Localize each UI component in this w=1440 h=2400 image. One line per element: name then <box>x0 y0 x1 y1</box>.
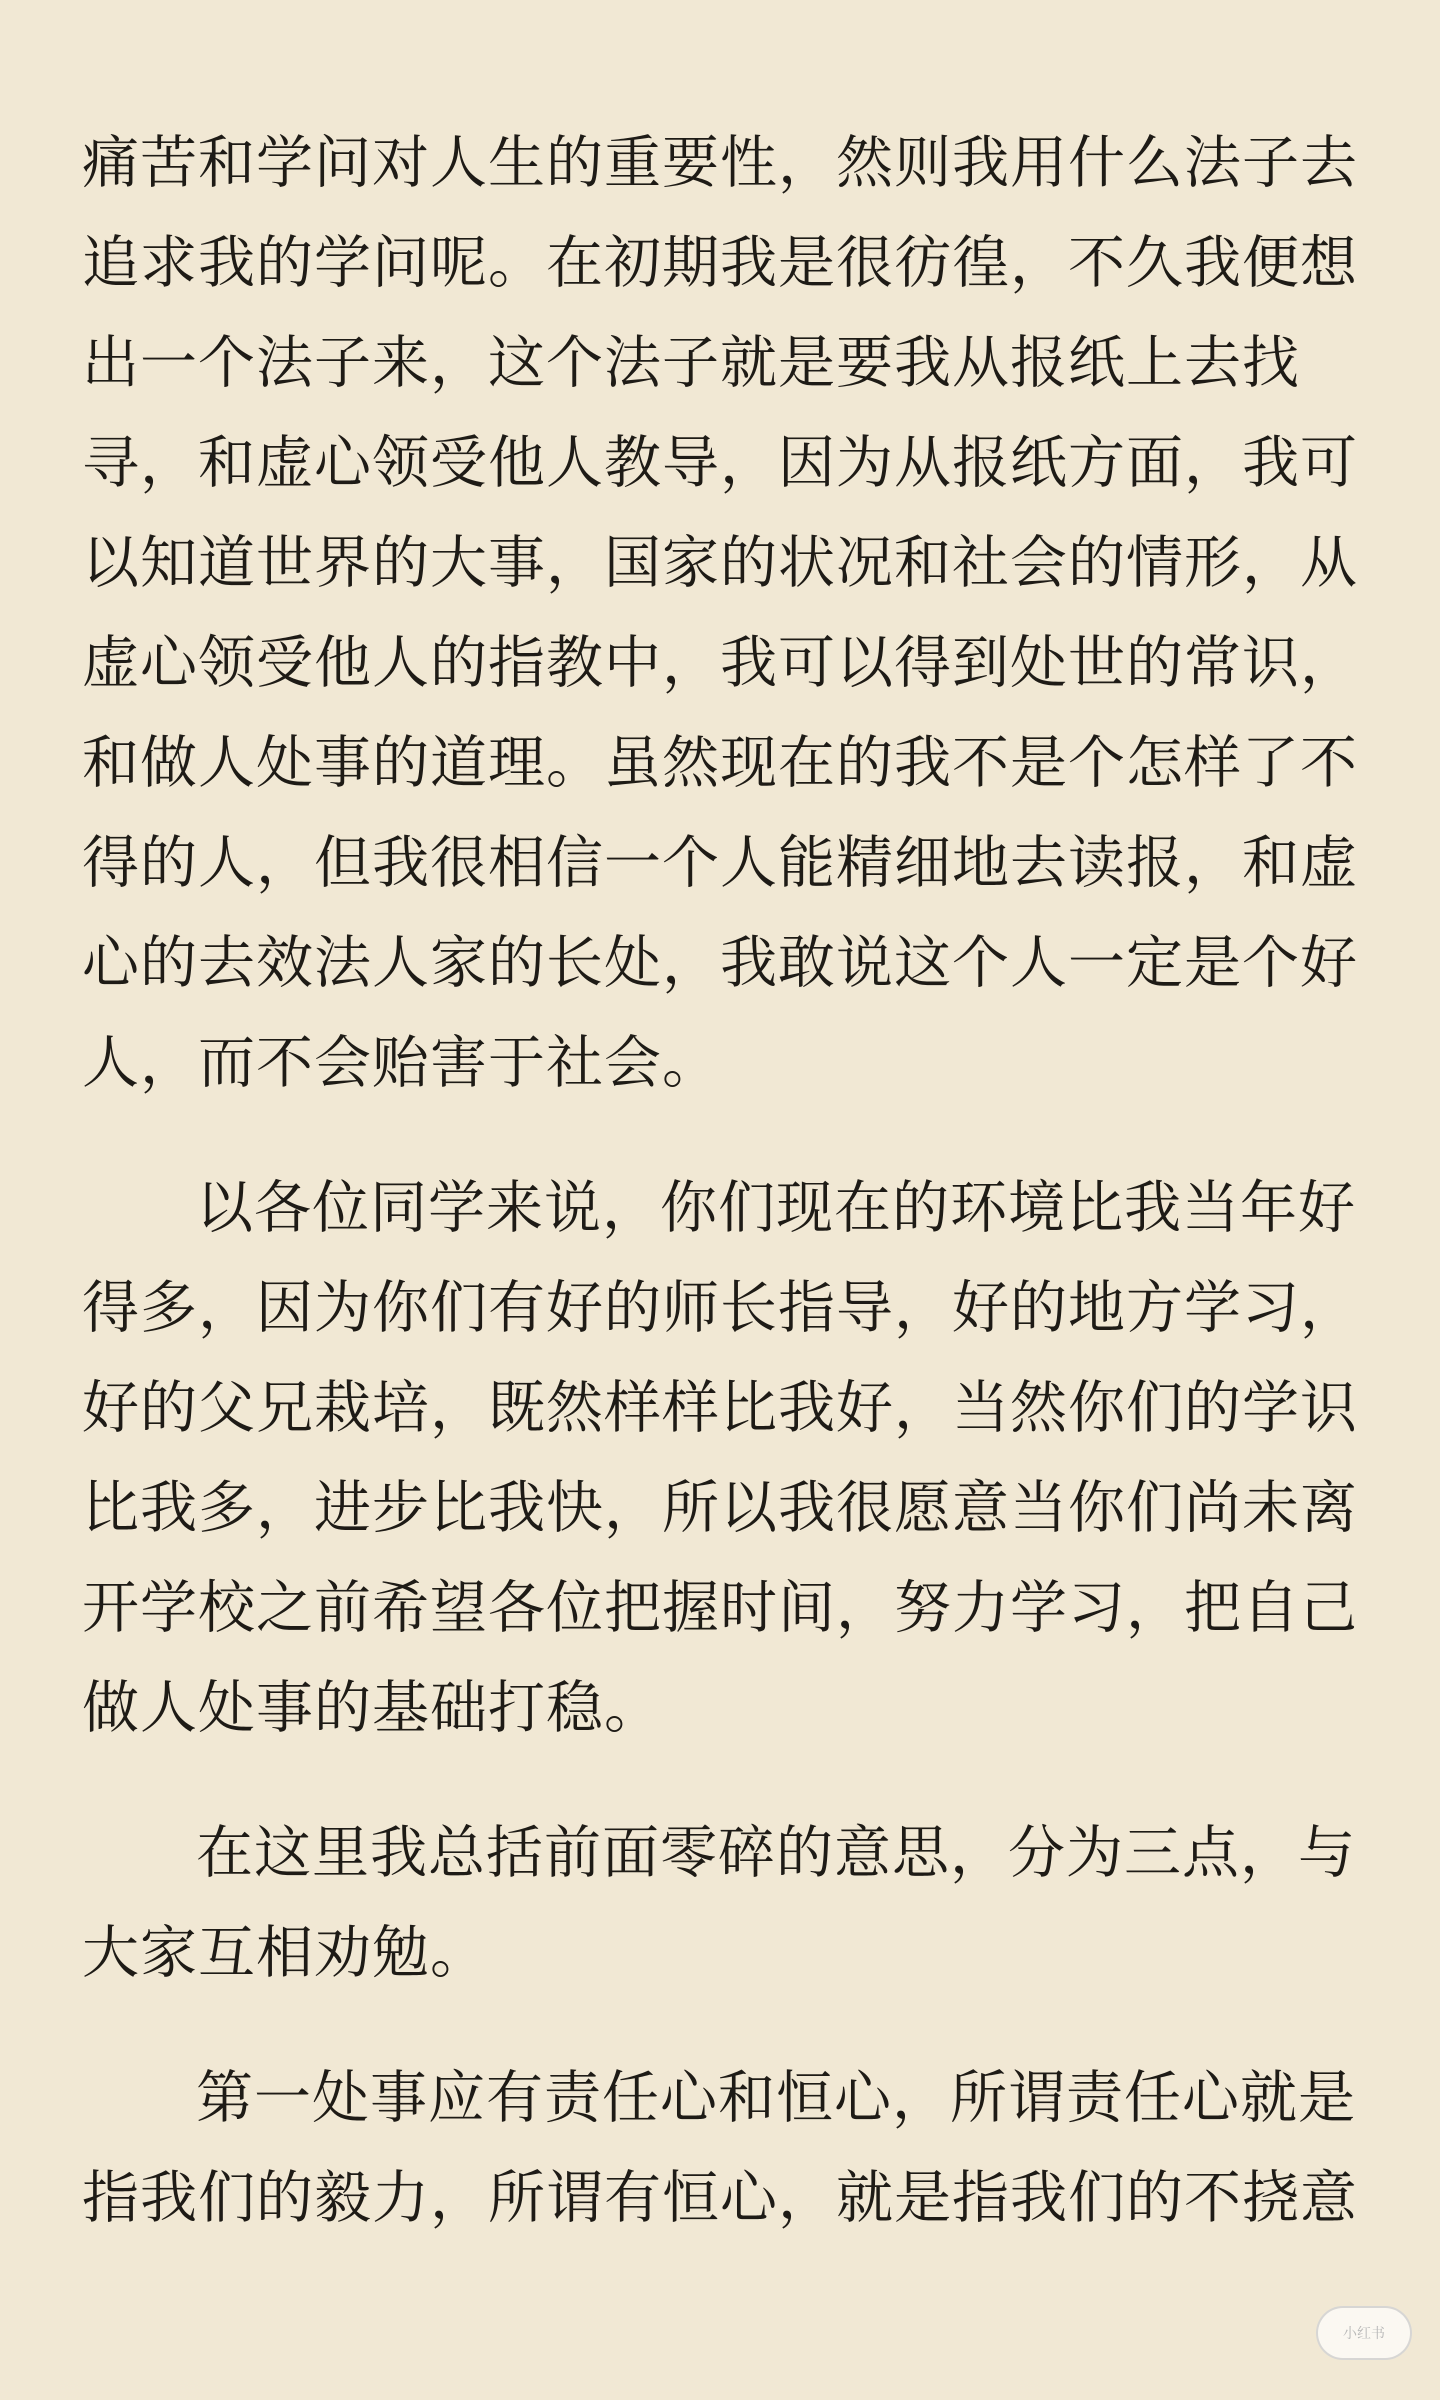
text-line: 追求我的学问呢。在初期我是很彷徨，不久我便想 <box>82 230 1358 296</box>
text-line: 人，而不会贻害于社会。 <box>82 1030 720 1096</box>
text-line: 比我多，进步比我快，所以我很愿意当你们尚未离 <box>82 1475 1358 1541</box>
text-line: 开学校之前希望各位把握时间，努力学习，把自己 <box>82 1575 1358 1641</box>
paragraph-first-line: 以各位同学来说，你们现在的环境比我当年好 <box>196 1175 1356 1241</box>
text-line: 指我们的毅力，所谓有恒心，就是指我们的不挠意 <box>82 2165 1358 2231</box>
text-line: 出一个法子来，这个法子就是要我从报纸上去找 <box>82 330 1300 396</box>
text-line: 得多，因为你们有好的师长指导，好的地方学习， <box>82 1275 1358 1341</box>
text-line: 心的去效法人家的长处，我敢说这个人一定是个好 <box>82 930 1358 996</box>
paragraph-first-line: 第一处事应有责任心和恒心，所谓责任心就是 <box>196 2065 1356 2131</box>
text-line: 寻，和虚心领受他人教导，因为从报纸方面，我可 <box>82 430 1358 496</box>
text-line: 大家互相劝勉。 <box>82 1920 488 1986</box>
text-line: 和做人处事的道理。虽然现在的我不是个怎样了不 <box>82 730 1358 796</box>
paragraph-first-line: 在这里我总括前面零碎的意思，分为三点，与 <box>196 1820 1356 1886</box>
watermark-logo: 小红书 <box>1316 2306 1412 2360</box>
text-line: 虚心领受他人的指教中，我可以得到处世的常识， <box>82 630 1358 696</box>
text-line: 得的人，但我很相信一个人能精细地去读报，和虚 <box>82 830 1358 896</box>
text-line: 好的父兄栽培，既然样样比我好，当然你们的学识 <box>82 1375 1358 1441</box>
text-line: 痛苦和学问对人生的重要性，然则我用什么法子去 <box>82 130 1358 196</box>
text-line: 以知道世界的大事，国家的状况和社会的情形，从 <box>82 530 1358 596</box>
text-line: 做人处事的基础打稳。 <box>82 1675 662 1741</box>
